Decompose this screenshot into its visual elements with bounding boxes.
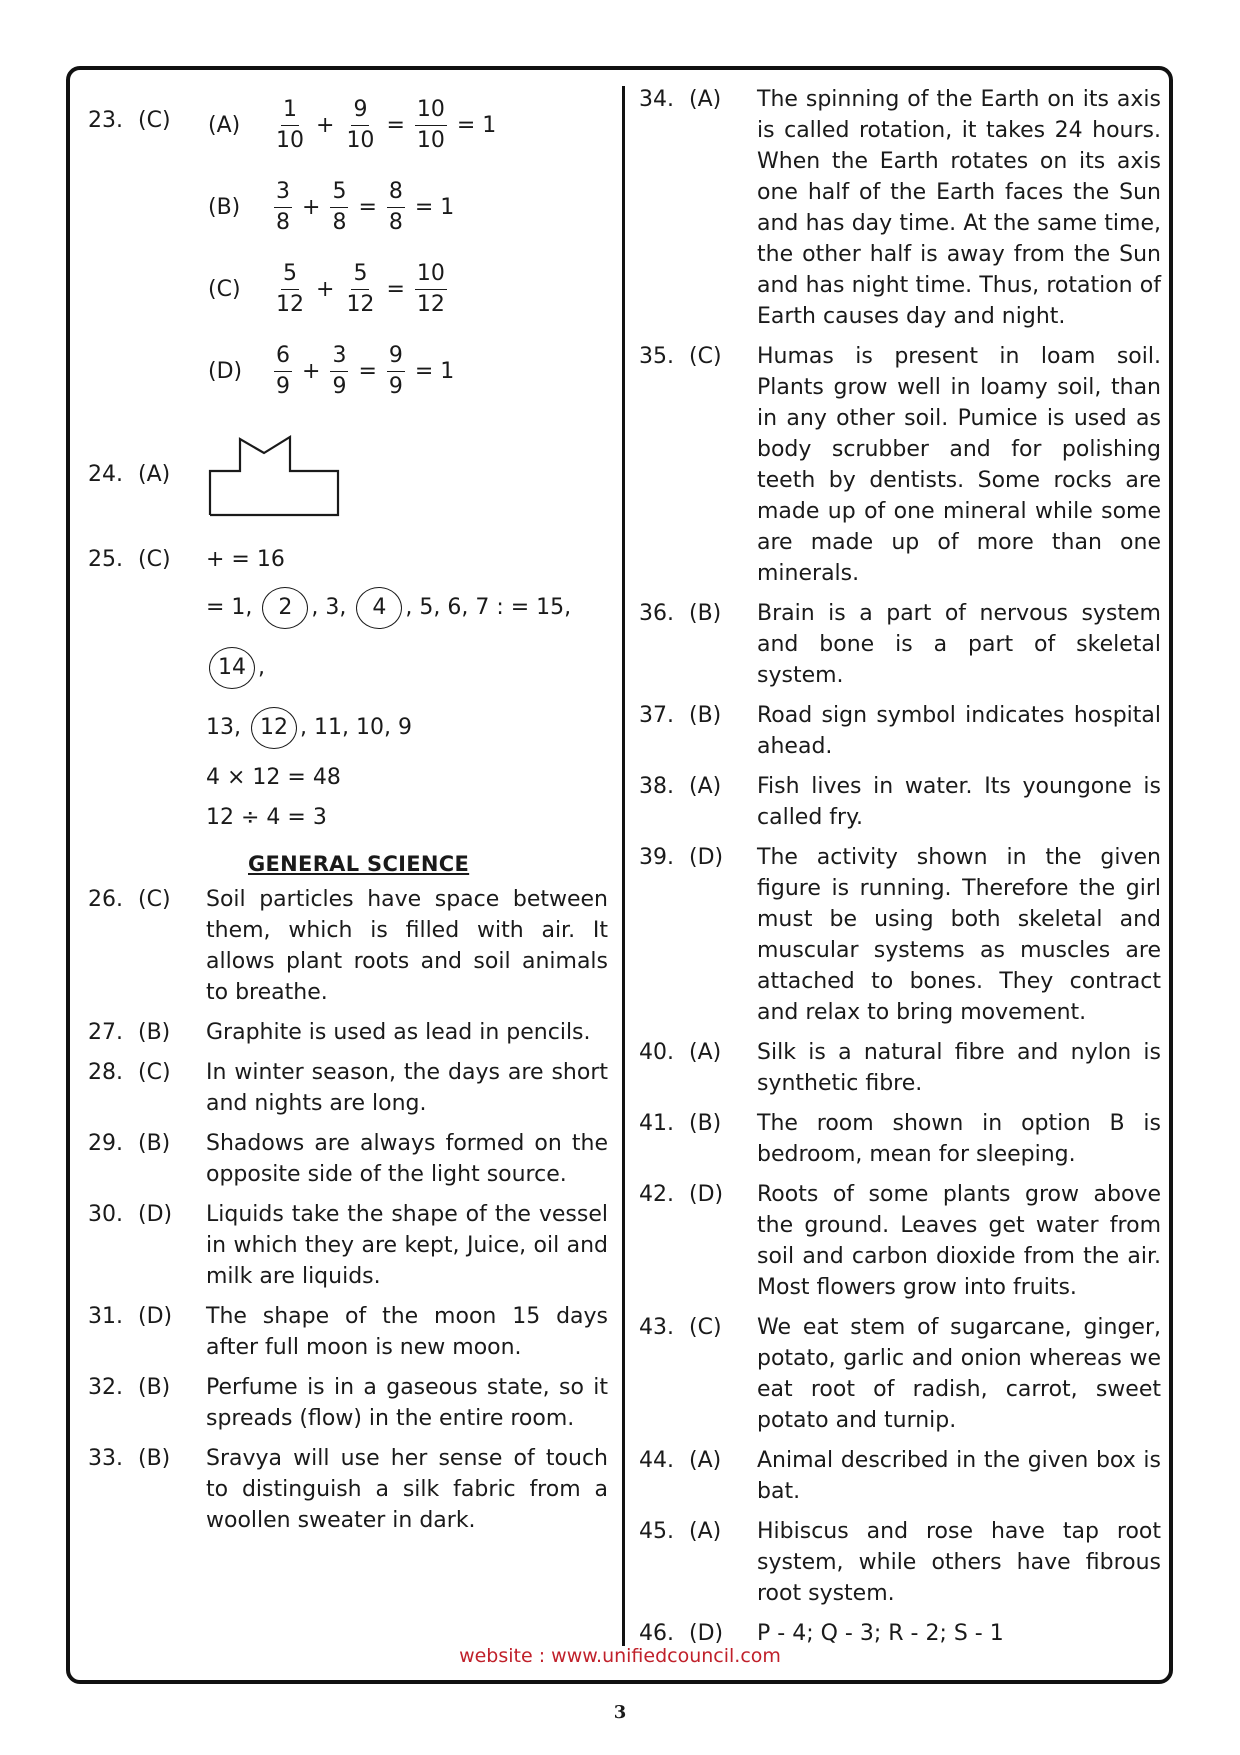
numerator: 5 (351, 259, 369, 290)
fraction (415, 95, 447, 156)
denominator: 10 (276, 127, 304, 153)
operator: = (386, 112, 405, 138)
answer-option: (B) (689, 601, 722, 626)
option-label: (B) (208, 194, 241, 220)
question-number: 31. (88, 1304, 123, 1329)
explanation-text: Roots of some plants grow above the ground. Leaves get water from soil and carbon dioxide from the air. Most flowers grow into fruits. (757, 1182, 1161, 1300)
explanation-text: Animal described in the given box is bat. (757, 1448, 1161, 1504)
question-number: 32. (88, 1375, 123, 1400)
denominator: 10 (416, 127, 445, 153)
explanation-text: Sravya will use her sense of touch to distinguish a silk fabric from a woollen sweater in dark. (206, 1446, 608, 1533)
answer-item (639, 842, 1161, 1028)
explanation-text: Road sign symbol indicates hospital ahead. (757, 703, 1161, 759)
answer-item (88, 1017, 608, 1048)
fraction (330, 177, 348, 238)
numerator: 9 (351, 95, 369, 126)
explanation-text: Perfume is in a gaseous state, so it spreads (flow) in the entire room. (206, 1375, 608, 1431)
fraction (274, 259, 306, 320)
page-number: 3 (613, 1702, 627, 1723)
fraction-row (208, 166, 608, 248)
denominator: 10 (346, 127, 375, 153)
answer-item (88, 1057, 608, 1119)
question-number: 39. (639, 845, 674, 870)
explanation-text: Soil particles have space between them, which is filled with air. It allows plant roots and soil animals to breathe. (206, 887, 608, 1005)
answer-option: (A) (689, 1519, 722, 1544)
answer-item (88, 1301, 608, 1363)
option-label: (A) (208, 112, 241, 138)
answer-item (639, 84, 1161, 332)
numerator: 5 (281, 259, 299, 290)
question-number: 46. (639, 1621, 674, 1646)
denominator: 8 (388, 209, 403, 235)
option-label: (D) (208, 358, 243, 384)
explanation-text: Fish lives in water. Its youngone is called fry. (757, 774, 1161, 830)
answer-item (88, 1199, 608, 1292)
shape-figure (206, 429, 346, 519)
question-number: 44. (639, 1448, 674, 1473)
answer-option: (B) (138, 1020, 171, 1045)
circled-number: 14 (209, 647, 255, 689)
number-sequence-1: = 1, 2 , 3, 4 , 5, 6, 7 : = 15, 14 , (206, 578, 608, 698)
question-number: 26. (88, 887, 123, 912)
explanation-text: In winter season, the days are short and nights are long. (206, 1060, 608, 1116)
answer-item (639, 598, 1161, 691)
question-23 (88, 84, 608, 412)
fraction (415, 259, 447, 320)
explanation-text: Graphite is used as lead in pencils. (206, 1020, 591, 1045)
answer-item (88, 1443, 608, 1536)
question-number: 30. (88, 1202, 123, 1227)
question-24 (88, 414, 608, 534)
explanation-text: The room shown in option B is bedroom, mean for sleeping. (757, 1111, 1161, 1167)
denominator: 12 (276, 291, 304, 317)
question-number: 40. (639, 1040, 674, 1065)
fraction (274, 95, 306, 156)
question-number: 24. (88, 461, 123, 487)
answer-option: (A) (689, 1040, 722, 1065)
fraction (274, 177, 292, 238)
answer-option: (D) (138, 1202, 173, 1227)
fraction (330, 341, 348, 402)
denominator: 8 (332, 209, 347, 235)
explanation-text: Brain is a part of nervous system and bone is a part of skeletal system. (757, 601, 1161, 688)
right-column (639, 84, 1161, 1658)
fraction (274, 341, 292, 402)
question-number: 45. (639, 1519, 674, 1544)
explanation-text: The spinning of the Earth on its axis is called rotation, it takes 24 hours. When the Earth rotates on its axis one half of the Earth faces the Sun and has day time. At the same time, the other half is away from the Sun and has night time. Thus, rotation of Earth causes day and night. (757, 87, 1161, 329)
numerator: 6 (274, 341, 292, 372)
answer-option: (D) (689, 1182, 724, 1207)
numerator: 10 (415, 259, 447, 290)
fraction (387, 177, 405, 238)
answer-option: (D) (138, 1304, 173, 1329)
result: = 1 (414, 194, 455, 220)
answer-option: (D) (689, 845, 724, 870)
operator: = (386, 276, 405, 302)
operator: + (316, 276, 335, 302)
explanation-text: Hibiscus and rose have tap root system, while others have fibrous root system. (757, 1519, 1161, 1606)
fraction-row (208, 248, 608, 330)
answer-item (88, 1128, 608, 1190)
question-number: 42. (639, 1182, 674, 1207)
question-number: 28. (88, 1060, 123, 1085)
answer-option: (A) (689, 87, 722, 112)
explanation-text: P - 4; Q - 3; R - 2; S - 1 (757, 1621, 1004, 1646)
website-footer: website : www.unifiedcouncil.com (459, 1645, 781, 1667)
number-sequence-2: 13, 12 , 11, 10, 9 (206, 698, 608, 758)
numerator: 10 (415, 95, 447, 126)
numerator: 9 (387, 341, 405, 372)
explanation-text: Silk is a natural fibre and nylon is synthetic fibre. (757, 1040, 1161, 1096)
explanation-text: Humas is present in loam soil. Plants grow well in loamy soil, than in any other soil. Pumice is used as body scrubber and for polishing teeth by dentists. Some rocks are made up of one mineral while some are made up of more than one minerals. (757, 344, 1161, 586)
answer-option: (A) (689, 774, 722, 799)
question-number: 33. (88, 1446, 123, 1471)
fraction-row (208, 330, 608, 412)
fraction (344, 259, 376, 320)
question-number: 27. (88, 1020, 123, 1045)
question-number: 43. (639, 1315, 674, 1340)
question-number: 37. (639, 703, 674, 728)
left-column (88, 84, 608, 1545)
question-number: 41. (639, 1111, 674, 1136)
explanation-text: The shape of the moon 15 days after full moon is new moon. (206, 1304, 608, 1360)
equation: 4 × 12 = 48 (206, 765, 341, 790)
operator: + (316, 112, 335, 138)
denominator: 12 (416, 291, 445, 317)
denominator: 12 (346, 291, 375, 317)
equation: 12 ÷ 4 = 3 (206, 805, 327, 830)
denominator: 8 (276, 209, 290, 235)
answer-item (88, 1372, 608, 1434)
explanation-text: We eat stem of sugarcane, ginger, potato, garlic and onion whereas we eat root of radish, carrot, sweet potato and turnip. (757, 1315, 1161, 1433)
question-number: 23. (88, 108, 123, 133)
denominator: 9 (276, 373, 290, 399)
numerator: 5 (330, 177, 348, 208)
denominator: 9 (332, 373, 347, 399)
answer-option: (B) (689, 703, 722, 728)
answer-option: (C) (689, 1315, 722, 1340)
sum-text: + = 16 (206, 547, 285, 572)
answer-option: (B) (138, 1446, 171, 1471)
fraction (387, 341, 405, 402)
left-answer-list (88, 884, 608, 1536)
fraction (344, 95, 376, 156)
question-number: 36. (639, 601, 674, 626)
answer-item (639, 1445, 1161, 1507)
answer-item (639, 771, 1161, 833)
answer-item (639, 1037, 1161, 1099)
column-divider (622, 86, 625, 1646)
explanation-text: Liquids take the shape of the vessel in which they are kept, Juice, oil and milk are liquids. (206, 1202, 608, 1289)
question-number: 34. (639, 87, 674, 112)
explanation-text: The activity shown in the given figure is running. Therefore the girl must be using both skeletal and muscular systems as muscles are attached to bones. They contract and relax to bring movement. (757, 845, 1161, 1025)
numerator: 1 (281, 95, 299, 126)
result: = 1 (456, 112, 497, 138)
explanation-text: Shadows are always formed on the opposite side of the light source. (206, 1131, 608, 1187)
answer-option: (A) (138, 461, 171, 487)
numerator: 8 (387, 177, 405, 208)
right-answer-list (639, 84, 1161, 1649)
question-number: 25. (88, 547, 123, 572)
answer-item (88, 884, 608, 1008)
numerator: 3 (274, 177, 292, 208)
answer-option: (B) (138, 1375, 171, 1400)
circled-number: 12 (251, 707, 297, 749)
answer-item (639, 1108, 1161, 1170)
operator: = (358, 194, 377, 220)
result: = 1 (414, 358, 455, 384)
answer-option: (C) (138, 887, 171, 912)
question-number: 38. (639, 774, 674, 799)
operator: + (302, 358, 321, 384)
circled-number: 4 (356, 587, 402, 629)
operator: + (302, 194, 321, 220)
question-number: 35. (639, 344, 674, 369)
answer-option: (C) (138, 108, 171, 133)
answer-option: (D) (689, 1621, 724, 1646)
answer-option: (A) (689, 1448, 722, 1473)
question-number: 29. (88, 1131, 123, 1156)
answer-option: (C) (138, 547, 171, 572)
answer-item (639, 1312, 1161, 1436)
answer-item (639, 700, 1161, 762)
fraction-row (208, 84, 608, 166)
answer-item (639, 341, 1161, 589)
option-label: (C) (208, 276, 241, 302)
denominator: 9 (388, 373, 403, 399)
answer-option: (B) (138, 1131, 171, 1156)
operator: = (358, 358, 377, 384)
answer-option: (C) (689, 344, 722, 369)
answer-option: (C) (138, 1060, 171, 1085)
question-25 (88, 542, 608, 838)
answer-option: (B) (689, 1111, 722, 1136)
section-heading: GENERAL SCIENCE (248, 852, 470, 876)
numerator: 3 (330, 341, 348, 372)
answer-item (639, 1179, 1161, 1303)
circled-number: 2 (262, 587, 308, 629)
answer-item (639, 1516, 1161, 1609)
